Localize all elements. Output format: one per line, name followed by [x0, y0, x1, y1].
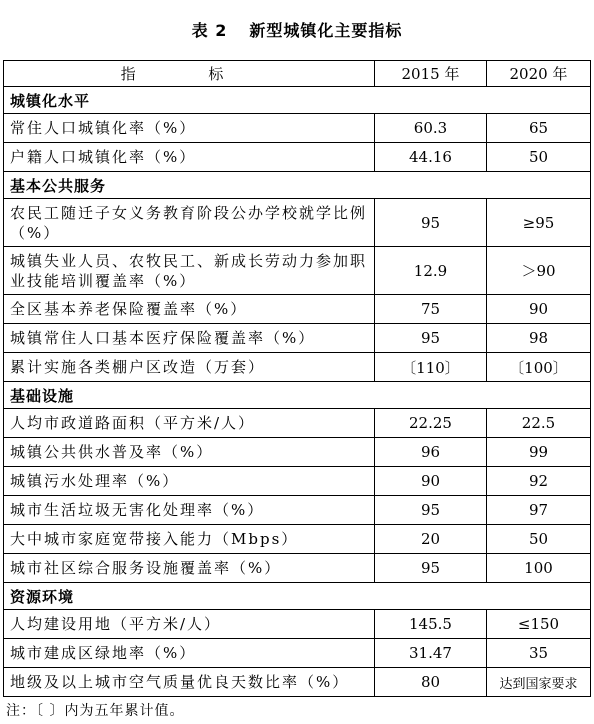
table-row [4, 295, 591, 324]
value-2020-cell: 〔100〕 [487, 353, 591, 382]
value-2015-cell: 75 [375, 295, 487, 324]
value-2020-cell: 99 [487, 438, 591, 467]
table-number: 表 2 [191, 21, 228, 40]
value-2015-cell: 22.25 [375, 409, 487, 438]
value-2020-cell: ≥95 [487, 199, 591, 247]
table-row [4, 114, 591, 143]
value-2020-cell: 达到国家要求 [487, 668, 591, 697]
indicator-cell: 大中城市家庭宽带接入能力（Mbps） [4, 525, 375, 554]
table-row [4, 525, 591, 554]
value-2020-cell: 98 [487, 324, 591, 353]
value-2015-cell: 95 [375, 554, 487, 583]
indicator-cell: 人均建设用地（平方米/人） [4, 610, 375, 639]
indicator-cell: 累计实施各类棚户区改造（万套） [4, 353, 375, 382]
table-row [4, 353, 591, 382]
indicator-cell: 地级及以上城市空气质量优良天数比率（%） [4, 668, 375, 697]
value-2020-cell: 92 [487, 467, 591, 496]
indicator-cell: 城市建成区绿地率（%） [4, 639, 375, 668]
value-2020-cell: 97 [487, 496, 591, 525]
table-row [4, 496, 591, 525]
section-row [4, 583, 591, 610]
value-2015-cell: 31.47 [375, 639, 487, 668]
table-row [4, 324, 591, 353]
indicator-cell: 全区基本养老保险覆盖率（%） [4, 295, 375, 324]
table-row [4, 610, 591, 639]
indicator-cell: 城市社区综合服务设施覆盖率（%） [4, 554, 375, 583]
value-2015-cell: 145.5 [375, 610, 487, 639]
table-row [4, 438, 591, 467]
header-2020: 2020 年 [487, 61, 591, 87]
table-row [4, 668, 591, 697]
value-2020-cell: 50 [487, 143, 591, 172]
section-row [4, 382, 591, 409]
value-2015-cell: 95 [375, 496, 487, 525]
section-row [4, 172, 591, 199]
section-title: 基础设施 [4, 382, 591, 409]
indicator-cell: 城镇污水处理率（%） [4, 467, 375, 496]
indicator-cell: 城镇公共供水普及率（%） [4, 438, 375, 467]
value-2020-cell: ＞90 [487, 247, 591, 295]
section-title: 基本公共服务 [4, 172, 591, 199]
indicators-table [3, 60, 591, 697]
header-indicator: 指 标 [4, 61, 375, 87]
indicator-cell: 城市生活垃圾无害化处理率（%） [4, 496, 375, 525]
table-row [4, 409, 591, 438]
value-2015-cell: 〔110〕 [375, 353, 487, 382]
table-row [4, 247, 591, 295]
value-2015-cell: 20 [375, 525, 487, 554]
table-row [4, 639, 591, 668]
value-2015-cell: 60.3 [375, 114, 487, 143]
value-2020-cell: 22.5 [487, 409, 591, 438]
table-row [4, 199, 591, 247]
table-row [4, 143, 591, 172]
value-2015-cell: 95 [375, 324, 487, 353]
indicator-cell: 城镇失业人员、农牧民工、新成长劳动力参加职业技能培训覆盖率（%） [4, 247, 375, 295]
value-2015-cell: 44.16 [375, 143, 487, 172]
section-title: 资源环境 [4, 583, 591, 610]
value-2020-cell: 65 [487, 114, 591, 143]
indicator-cell: 户籍人口城镇化率（%） [4, 143, 375, 172]
indicator-cell: 人均市政道路面积（平方米/人） [4, 409, 375, 438]
table-row [4, 467, 591, 496]
value-2015-cell: 96 [375, 438, 487, 467]
value-2015-cell: 12.9 [375, 247, 487, 295]
value-2020-cell: 50 [487, 525, 591, 554]
header-row [4, 61, 591, 87]
value-2020-cell: 90 [487, 295, 591, 324]
indicator-cell: 常住人口城镇化率（%） [4, 114, 375, 143]
value-2015-cell: 95 [375, 199, 487, 247]
table-title [0, 18, 594, 41]
value-2020-cell: 100 [487, 554, 591, 583]
section-title: 城镇化水平 [4, 87, 591, 114]
table-note: 注：〔 〕内为五年累计值。 [6, 703, 185, 719]
table-row [4, 554, 591, 583]
value-2020-cell: 35 [487, 639, 591, 668]
value-2020-cell: ≤150 [487, 610, 591, 639]
indicator-cell: 农民工随迁子女义务教育阶段公办学校就学比例（%） [4, 199, 375, 247]
section-row [4, 87, 591, 114]
table-title-text: 新型城镇化主要指标 [249, 21, 403, 40]
indicator-cell: 城镇常住人口基本医疗保险覆盖率（%） [4, 324, 375, 353]
value-2015-cell: 80 [375, 668, 487, 697]
header-2015: 2015 年 [375, 61, 487, 87]
value-2015-cell: 90 [375, 467, 487, 496]
